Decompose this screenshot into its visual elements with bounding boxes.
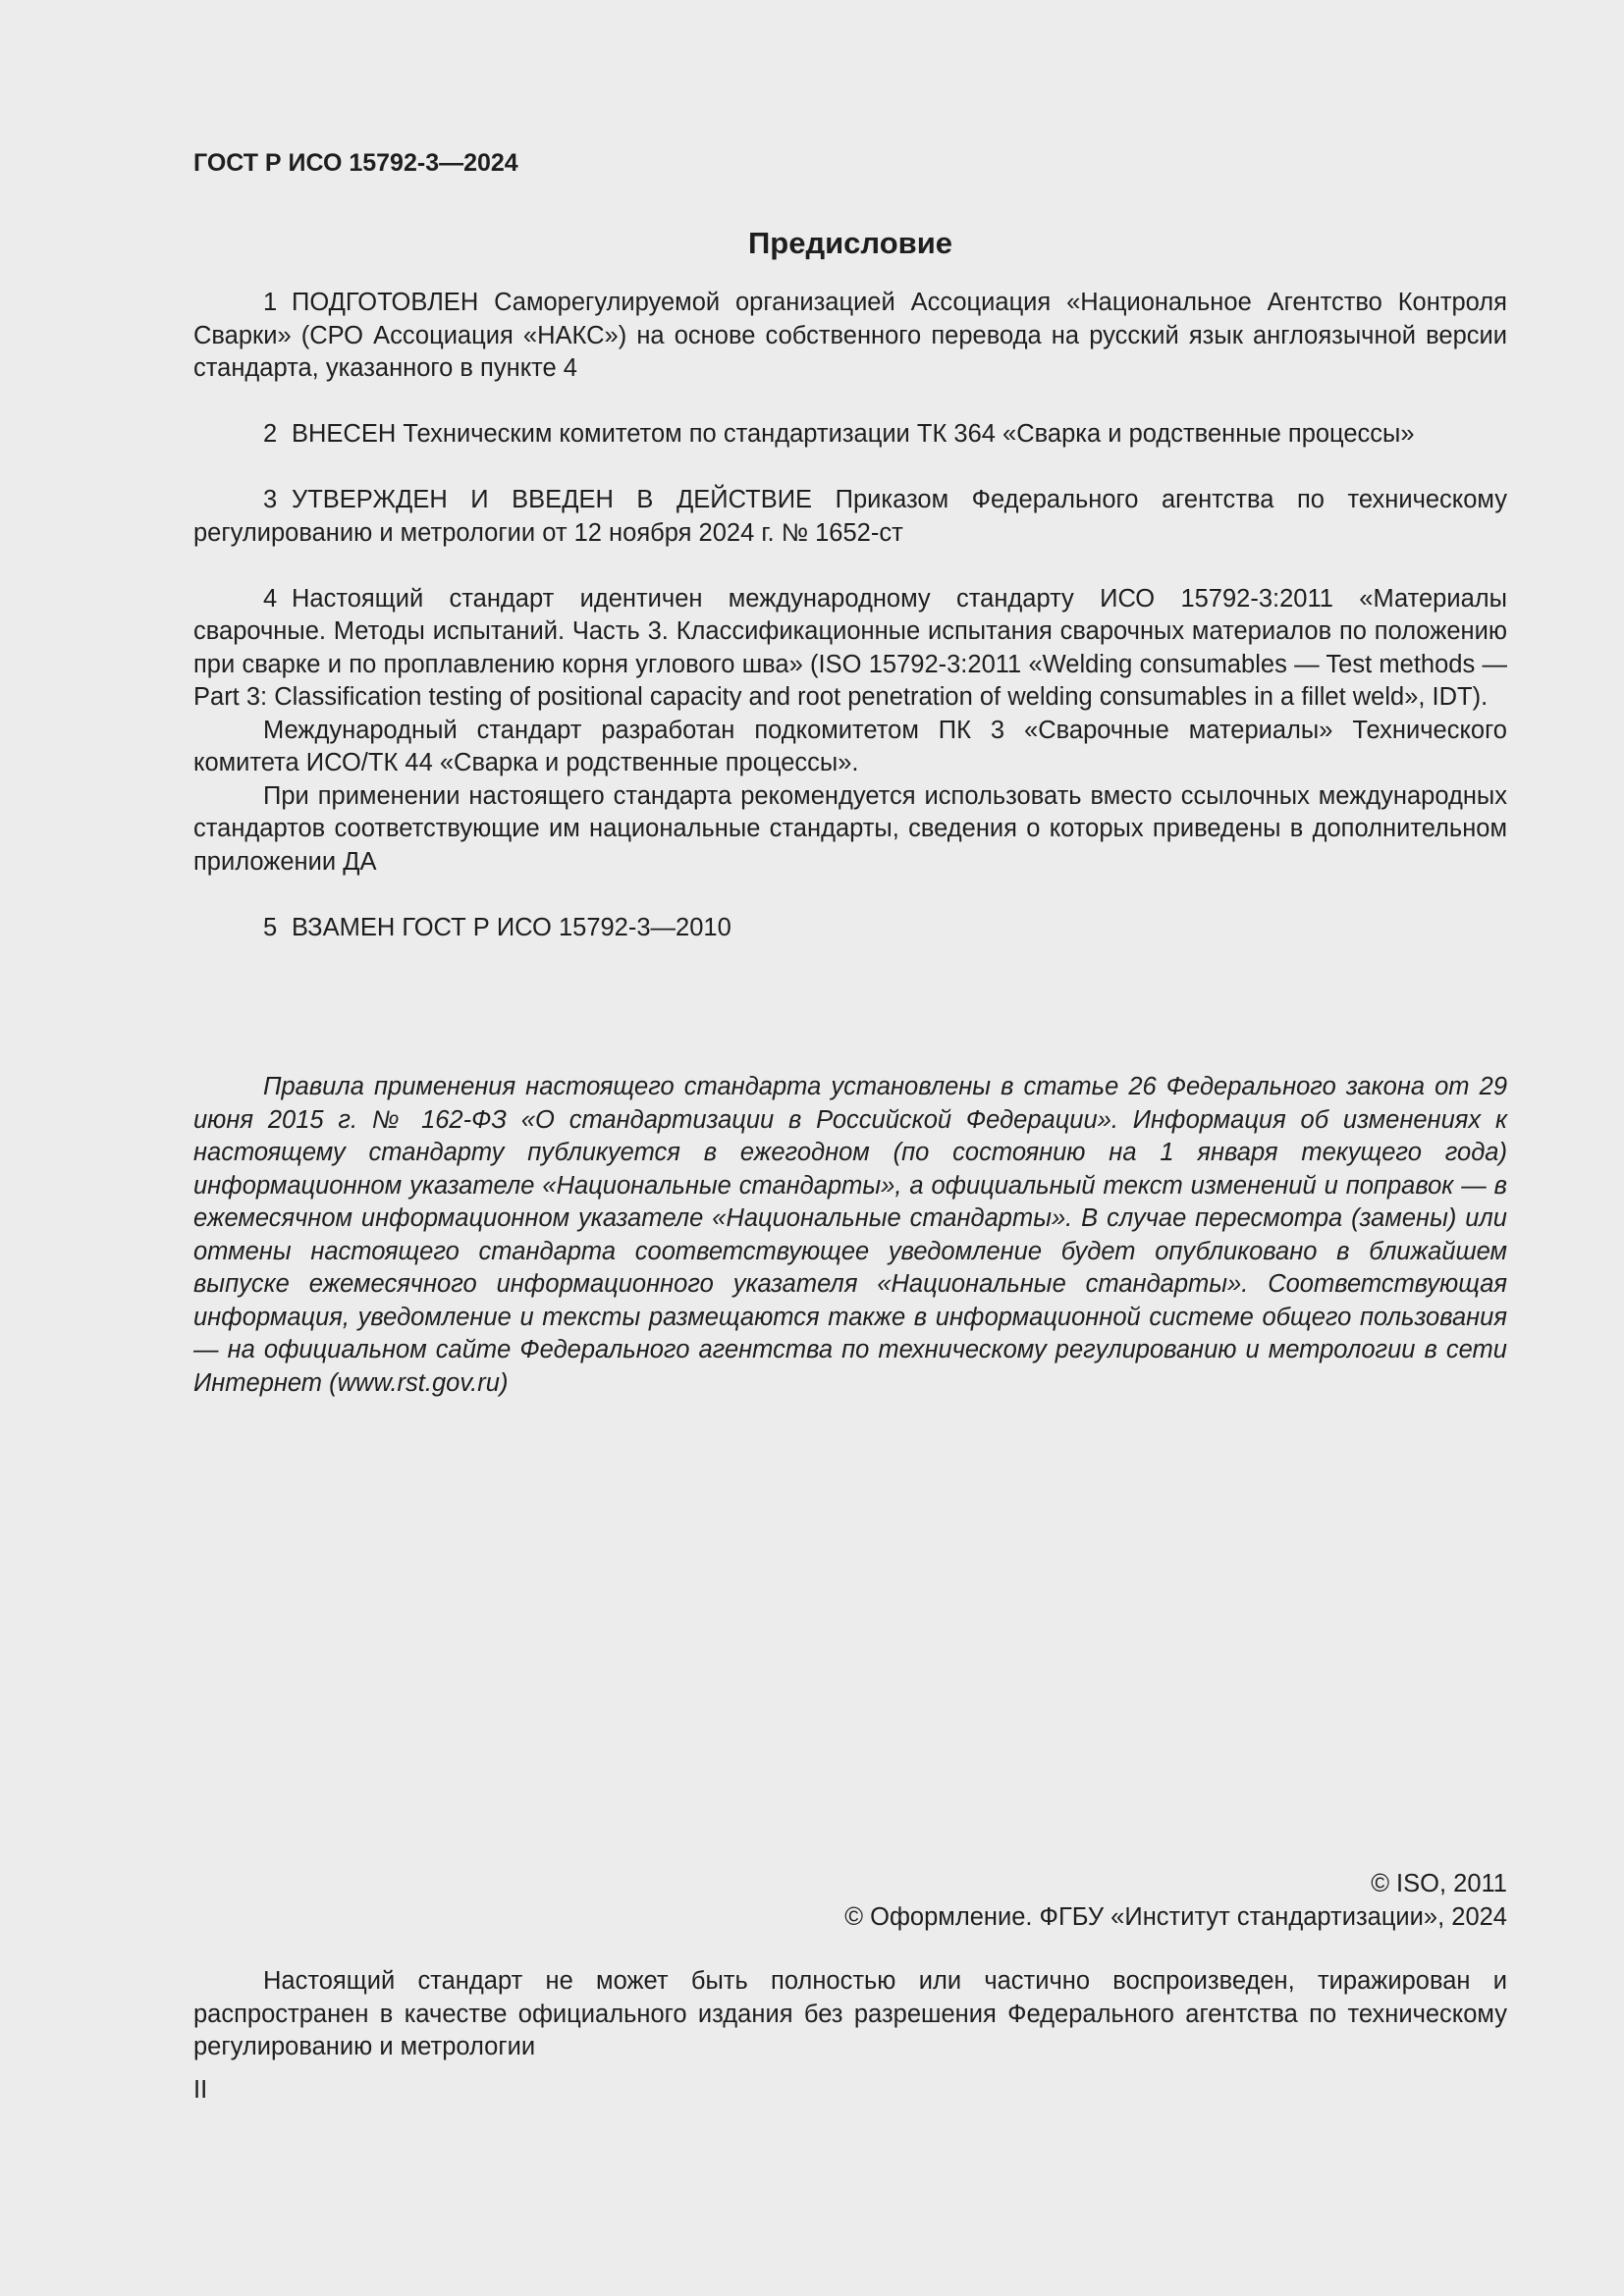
- item-number: 4: [263, 584, 278, 613]
- copyright-iso: © ISO, 2011: [1371, 1870, 1507, 1897]
- foreword-item-2: [193, 418, 1507, 452]
- item-number: 3: [263, 486, 278, 513]
- item-4-paragraph-3: При применении настоящего стандарта рекомендуется использовать вместо ссылочных международных стандартов соответствующие им национальные стандарты, сведения о которых приведены в дополнительном приложении ДА: [193, 781, 1507, 876]
- item-number: 2: [263, 420, 278, 448]
- copyright-block: [193, 1868, 1507, 1934]
- foreword-items: [193, 287, 1507, 944]
- notice-text: Настоящий стандарт не может быть полностью или частично воспроизведен, тиражирован и распространен в качестве официального издания без разрешения Федерального агентства по техническому регулированию и метрологии: [193, 1967, 1507, 2060]
- item-number: 5: [263, 913, 278, 941]
- rules-text: Правила применения настоящего стандарта установлены в статье 26 Федерального закона от 29 июня 2015 г. № 162-ФЗ «О стандартизации в Российской Федерации». Информация об изменениях к настоящему стандарту публикуется в ежегодном (по состоянию на 1 января текущего года) информационном указателе «Национальные стандарты», а официальный текст изменений и поправок — в ежемесячном информационном указателе «Национальные стандарты». В случае пересмотра (замены) или отмены настоящего стандарта соответствующее уведомление будет опубликовано в ближайшем выпуске ежемесячного информационного указателя «Национальные стандарты». Соответствующая информация, уведомление и тексты размещаются также в информационной системе общего пользования — на официальном сайте Федерального агентства по техническому регулированию и метрологии в сети Интернет (www.rst.gov.ru): [193, 1073, 1507, 1397]
- item-text: ПОДГОТОВЛЕН Саморегулируемой организацией Ассоциация «Национальное Агентство Контроля Сварки» (СРО Ассоциация «НАКС») на основе собственного перевода на русский язык англоязычной версии стандарта, указанного в пункте 4: [193, 289, 1507, 382]
- item-text: Настоящий стандарт идентичен международному стандарту ИСО 15792-3:2011 «Материалы сварочные. Методы испытаний. Часть 3. Классификационные испытания сварочных материалов по положению при сварке и по проплавлению корня углового шва» (ISO 15792-3:2011 «Welding consumables — Test methods — Part 3: Classification testing of positional capacity and root penetration of welding consumables in a fillet weld», IDT).: [193, 584, 1507, 711]
- section-title: Предисловие: [747, 226, 952, 260]
- item-4-paragraph-2: Международный стандарт разработан подкомитетом ПК 3 «Сварочные материалы» Технического комитета ИСО/ТК 44 «Сварка и родственные процессы».: [193, 716, 1507, 776]
- foreword-item-5: [193, 912, 1507, 945]
- item-text: ВЗАМЕН ГОСТ Р ИСО 15792-3—2010: [292, 913, 731, 941]
- copyright-design: © Оформление. ФГБУ «Институт стандартизации», 2024: [844, 1902, 1507, 1931]
- rules-notice: [193, 1071, 1507, 1400]
- document-header: ГОСТ Р ИСО 15792-3—2024: [193, 149, 518, 177]
- item-number: 1: [263, 289, 278, 316]
- foreword-item-1: [193, 287, 1507, 386]
- page-number: II: [193, 2076, 208, 2104]
- foreword-item-3: [193, 484, 1507, 550]
- foreword-item-4: [193, 583, 1507, 715]
- item-text: ВНЕСЕН Техническим комитетом по стандартизации ТК 364 «Сварка и родственные процессы»: [292, 420, 1415, 448]
- item-text: УТВЕРЖДЕН И ВВЕДЕН В ДЕЙСТВИЕ Приказом Федерального агентства по техническому регулированию и метрологии от 12 ноября 2024 г. № 1652-ст: [193, 486, 1507, 547]
- reproduction-notice: [193, 1965, 1507, 2064]
